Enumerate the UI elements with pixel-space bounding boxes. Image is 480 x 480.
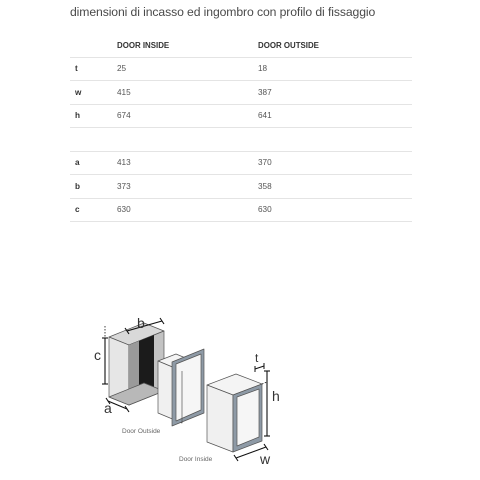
page-title: dimensioni di incasso ed ingombro con profilo di fissaggio [70,5,376,19]
door-outside-value: 641 [258,104,412,128]
table-row [70,104,412,128]
header-door-outside: DOOR OUTSIDE [258,34,412,57]
table-row [70,175,412,199]
table-row [70,57,412,81]
row-key: h [70,104,117,128]
table-header-row [70,34,412,57]
table-row [70,151,412,175]
caption-door-outside: Door Outside [122,428,161,435]
door-outside-value: 370 [258,151,412,175]
door-outside-value [258,128,412,152]
door-inside-value: 674 [117,104,258,128]
door-inside-value: 373 [117,175,258,199]
label-c: c [94,347,101,363]
row-key: b [70,175,117,199]
recess-niche-drawing [109,323,164,405]
table-row [70,198,412,222]
door-outside-value: 630 [258,198,412,222]
label-t: t [255,351,259,365]
table-row-spacer [70,128,412,152]
door-outside-value: 18 [258,57,412,81]
row-key: t [70,57,117,81]
row-key [70,128,117,152]
door-inside-value: 413 [117,151,258,175]
door-inside-value [117,128,258,152]
table-row [70,81,412,105]
row-key: a [70,151,117,175]
label-a: a [104,400,112,416]
label-h: h [272,388,280,404]
door-outside-value: 358 [258,175,412,199]
dimension-c [102,326,108,384]
caption-door-inside: Door Inside [179,456,213,463]
label-w: w [260,451,271,467]
door-inside-value: 25 [117,57,258,81]
row-key: w [70,81,117,105]
header-key [70,34,117,57]
door-outside-value: 387 [258,81,412,105]
dimensions-table [70,34,412,222]
label-b: b [137,315,145,331]
door-inside-value: 630 [117,198,258,222]
door-inside-fridge-drawing [207,374,262,452]
door-inside-value: 415 [117,81,258,105]
door-outside-fridge-drawing [158,349,204,426]
row-key: c [70,198,117,222]
header-door-inside: DOOR INSIDE [117,34,258,57]
dimension-h [262,371,270,436]
